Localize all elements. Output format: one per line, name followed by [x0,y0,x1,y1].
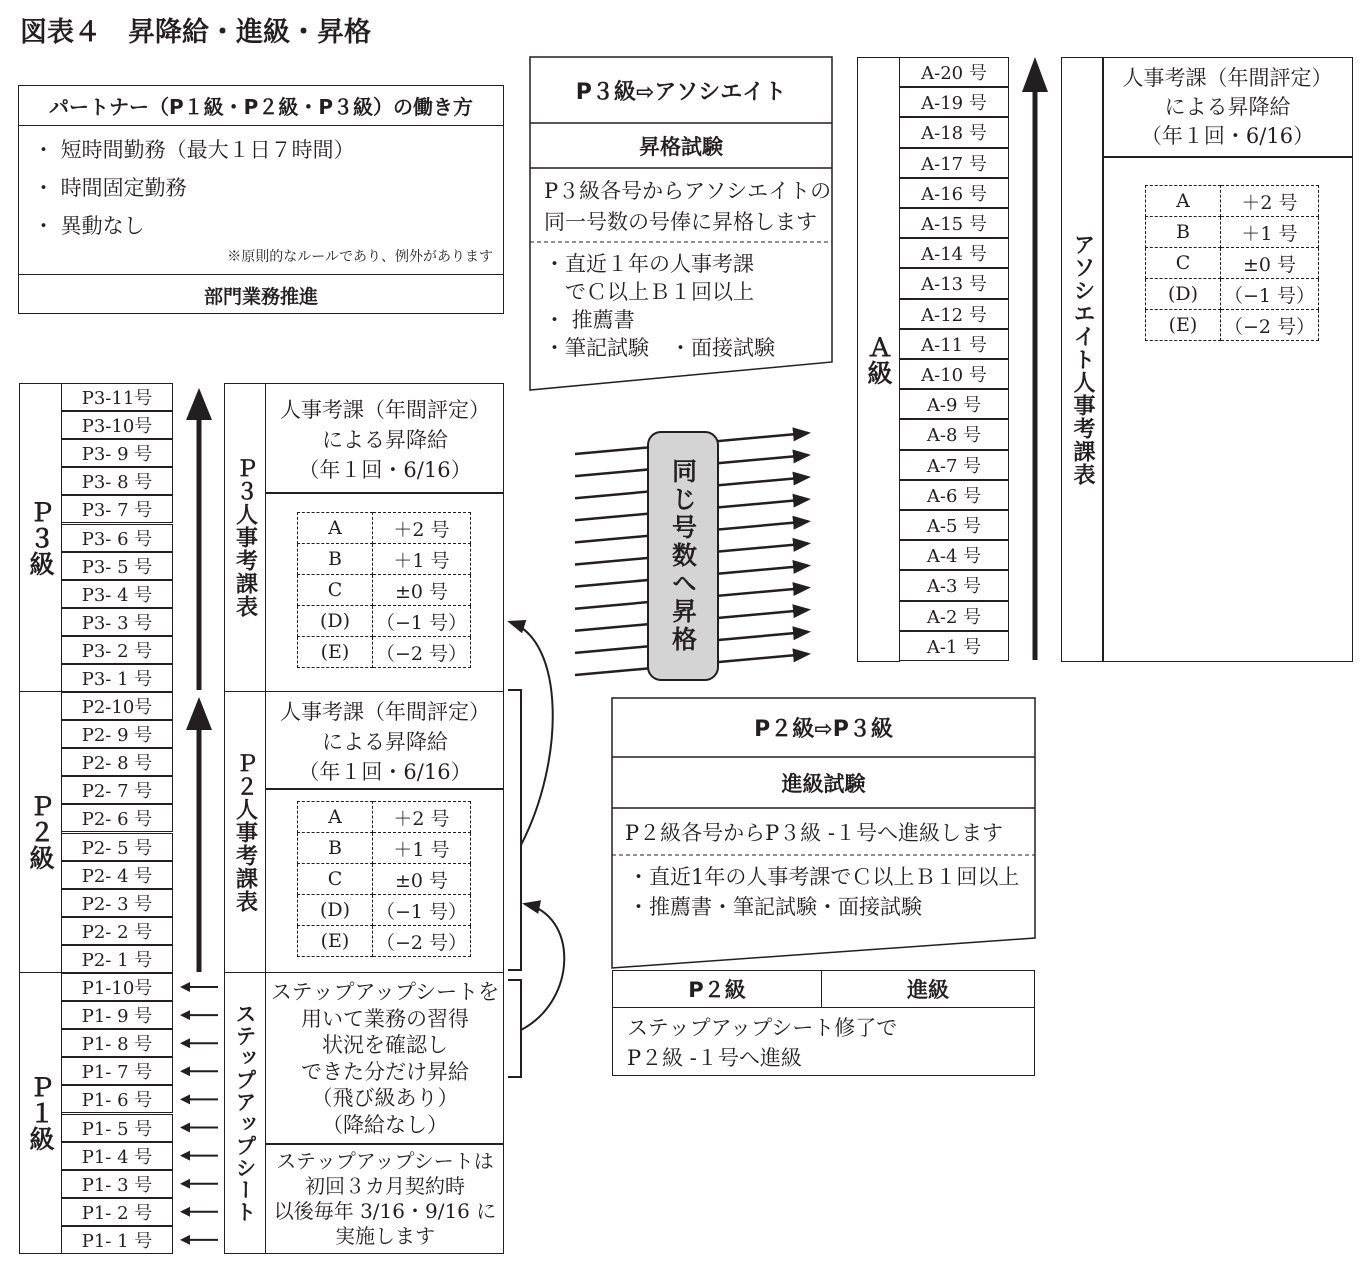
p1-grade-step: P1- 9 号 [61,1001,173,1029]
p3-grade-step: P3- 6 号 [61,524,173,552]
eval-grade: (E) [298,926,373,957]
p1-grade-step: P1-10号 [61,973,173,1001]
p2-entry-col1: P２級 [613,971,822,1008]
assoc-desc-line: による昇降給 [1164,95,1291,119]
p1-desc1-line: できた分だけ昇給 [301,1059,469,1084]
p3-desc-line: 人事考課（年間評定） [280,398,490,422]
p1-grade-step: P1- 3 号 [61,1170,173,1198]
eval-grade: C [298,864,373,895]
a-grade-step: A-6 号 [899,480,1009,510]
eval-change: ＋1 号 [1221,217,1319,248]
a-grade-step: A-12 号 [899,299,1009,329]
p2-grade-step: P2- 8 号 [61,748,173,776]
p3-promo-cond-line: ・ 推薦書 [544,308,635,332]
p1-grade-step: P1- 7 号 [61,1057,173,1085]
eval-change: ＋1 号 [373,544,471,575]
eval-grade: (E) [298,637,373,668]
p2-entry-box [612,970,1035,1076]
eval-grade: B [298,544,373,575]
p2-grade-step: P2- 6 号 [61,804,173,832]
a-grade-step: A-4 号 [899,540,1009,570]
p1-table-label: ステップアップシート [224,972,266,1254]
p2-promo-cond-line: ・推薦書・筆記試験・面接試験 [628,895,922,919]
partner-note: ※原則的なルールであり、例外があります [227,249,493,265]
p1-grade-step: P1- 8 号 [61,1029,173,1057]
p1-desc2-line: 以後毎年 3/16・9/16 に [273,1199,497,1223]
p3-promo-cond-line: ・筆記試験 ・面接試験 [544,336,775,360]
eval-change: （−2 号） [373,637,471,668]
p1-grade-step: P1- 1 号 [61,1226,173,1254]
p1-grade-step: P1- 2 号 [61,1198,173,1226]
a-grade-step: A-20 号 [899,57,1009,87]
p1-grade-step: P1- 4 号 [61,1142,173,1170]
a-grade-step: A-7 号 [899,450,1009,480]
a-grade-step: A-2 号 [899,601,1009,631]
p3-grade-label: Ｐ３級 [19,383,62,692]
a-grade-step: A-18 号 [899,117,1009,147]
eval-change: ±0 号 [373,575,471,606]
eval-grade: A [298,802,373,833]
eval-change: ＋2 号 [373,513,471,544]
eval-change: ＋2 号 [373,802,471,833]
p1-grade-label: Ｐ１級 [19,972,62,1254]
eval-change: （−1 号） [373,606,471,637]
p3-promo-cond-line: でＣ以上Ｂ１回以上 [544,280,754,304]
p2-desc-line: による昇降給 [322,730,448,754]
assoc-table-label: アソシエイト人事考課表 [1070,233,1095,486]
eval-change: ＋1 号 [373,833,471,864]
eval-grade: C [1146,248,1221,279]
p3-promo-header: P３級⇨アソシエイト [575,79,787,105]
p3-promo-subheader: 昇格試験 [639,134,723,159]
p3-grade-step: P3- 5 号 [61,552,173,580]
a-grade-label: Ａ級 [857,57,900,662]
p2-grade-step: P2- 3 号 [61,889,173,917]
partner-footer: 部門業務推進 [19,274,503,315]
p3-desc-line: （年１回・6/16） [298,458,472,482]
eval-grade: (D) [298,895,373,926]
eval-grade: (E) [1146,310,1221,341]
p3-promo-desc-line: P３級各号からアソシエイトの [544,179,832,203]
partner-item-short-hours: ・ 短時間勤務（最大１日７時間） [33,138,355,162]
p3-grade-step: P3- 3 号 [61,608,173,636]
eval-grade: (D) [298,606,373,637]
p1-desc1-line: 用いて業務の習得 [301,1006,469,1031]
p3-table-label: Ｐ３人事考課表 [224,383,266,692]
p1-desc1-line: ステップアップシートを [270,980,500,1004]
assoc-desc-line: （年１回・6/16） [1140,124,1315,148]
p2-promo-desc: P２級各号からP３級 -１号へ進級します [625,821,1004,845]
p1-grade-step: P1- 6 号 [61,1085,173,1113]
eval-change: （−2 号） [1221,310,1319,341]
p3-grade-step: P3- 9 号 [61,439,173,467]
eval-change: （−2 号） [373,926,471,957]
a-grade-step: A-13 号 [899,268,1009,298]
p3-promo-desc-line: 同一号数の号俸に昇格します [544,210,817,234]
p2-grade-step: P2- 4 号 [61,861,173,889]
p2-grade-label: Ｐ２級 [19,691,62,973]
eval-grade: (D) [1146,279,1221,310]
a-grade-step: A-16 号 [899,178,1009,208]
p3-grade-step: P3-11号 [61,383,173,411]
p2-entry-line: ステップアップシート修了で [627,1016,898,1040]
p2-entry-line: P２級 -１号へ進級 [627,1046,802,1070]
p2-promo-cond-line: ・直近1年の人事考課でＣ以上Ｂ１回以上 [628,865,1020,889]
p3-desc-line: による昇降給 [322,428,448,452]
same-number-promo-pill: 同じ号数へ昇格 [647,431,719,681]
p2-grade-step: P2- 5 号 [61,833,173,861]
eval-change: ±0 号 [1221,248,1319,279]
p2-entry-col2: 進級 [822,971,1034,1008]
a-grade-step: A-15 号 [899,208,1009,238]
partner-workstyle-header: パートナー（P１級・P２級・P３級）の働き方 [19,86,503,126]
p2-entry-desc [627,1013,1027,1073]
p2-promo-header: P２級⇨P３級 [754,717,893,742]
p2-grade-step: P2- 9 号 [61,720,173,748]
p2-grade-step: P2- 2 号 [61,917,173,945]
a-grade-step: A-9 号 [899,389,1009,419]
p3-grade-step: P3- 2 号 [61,636,173,664]
eval-grade: A [298,513,373,544]
p2-promo-subheader: 進級試験 [781,771,866,796]
a-grade-step: A-19 号 [899,87,1009,117]
a-grade-step: A-14 号 [899,238,1009,268]
p3-grade-step: P3- 1 号 [61,664,173,692]
assoc-desc-line: 人事考課（年間評定） [1122,66,1333,90]
p2-desc-line: （年１回・6/16） [298,760,472,784]
p1-desc1-line: （飛び級あり） [311,1086,459,1110]
a-grade-step: A-17 号 [899,148,1009,178]
p2-table-label: Ｐ２人事考課表 [224,691,266,973]
p2-promo-conditions [628,862,1035,922]
p3-grade-step: P3- 7 号 [61,495,173,523]
eval-grade: C [298,575,373,606]
a-grade-step: A-10 号 [899,359,1009,389]
eval-change: （−1 号） [373,895,471,926]
eval-change: ＋2 号 [1221,186,1319,217]
a-grade-step: A-8 号 [899,419,1009,449]
a-grade-step: A-11 号 [899,329,1009,359]
eval-grade: B [298,833,373,864]
page-title: 図表４ 昇降給・進級・昇格 [20,17,371,48]
p1-desc2-line: 初回３カ月契約時 [305,1174,465,1198]
p1-grade-step: P1- 5 号 [61,1114,173,1142]
p3-grade-step: P3- 4 号 [61,580,173,608]
p1-desc1-line: 状況を確認し [322,1033,448,1057]
p3-grade-step: P3-10号 [61,411,173,439]
a-grade-step: A-1 号 [899,631,1009,661]
p2-grade-step: P2- 7 号 [61,776,173,804]
eval-change: ±0 号 [373,864,471,895]
p1-desc2-line: ステップアップシートは [276,1149,494,1173]
p2-desc-line: 人事考課（年間評定） [280,700,490,724]
partner-item-fixed-hours: ・ 時間固定勤務 [33,176,187,200]
partner-item-no-transfer: ・ 異動なし [33,214,145,238]
a-grade-step: A-3 号 [899,570,1009,600]
p3-promo-cond-line: ・直近１年の人事考課 [544,252,754,276]
eval-change: （−1 号） [1221,279,1319,310]
p2-grade-step: P2- 1 号 [61,945,173,973]
p1-desc1-line: （降給なし） [322,1112,448,1137]
eval-grade: A [1146,186,1221,217]
p2-grade-step: P2-10号 [61,692,173,720]
eval-grade: B [1146,217,1221,248]
p3-grade-step: P3- 8 号 [61,467,173,495]
p1-desc2-line: 実施します [335,1224,435,1248]
a-grade-step: A-5 号 [899,510,1009,540]
